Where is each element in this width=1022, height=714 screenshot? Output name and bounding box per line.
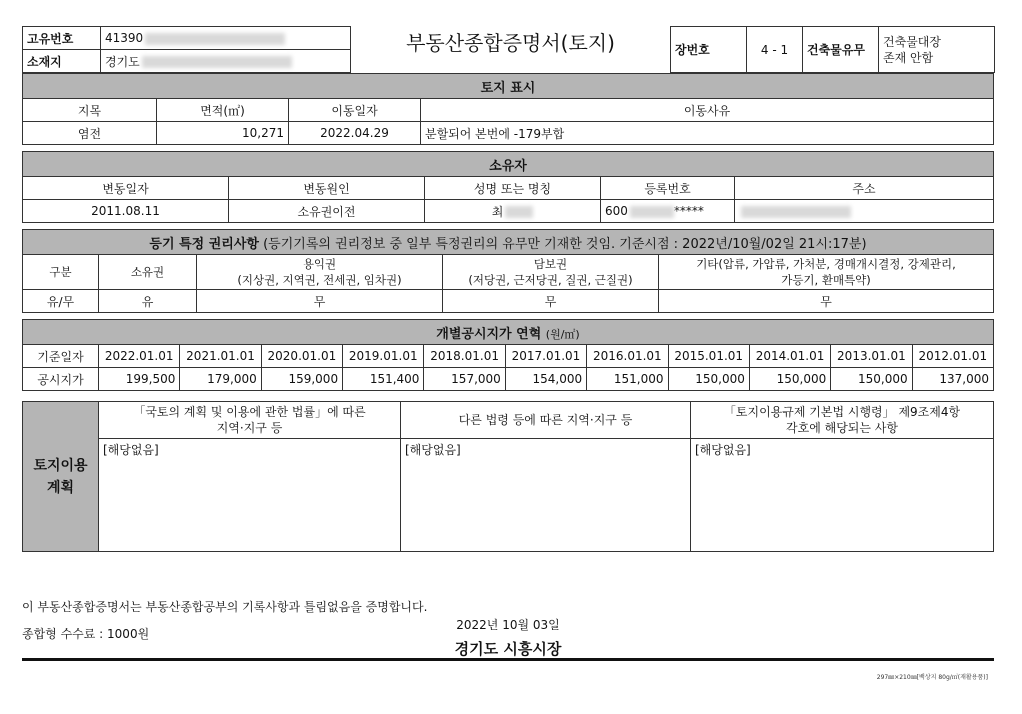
rights-section-note: (등기기록의 권리정보 중 일부 특정권리의 유무만 기재한 것임. 기준시점 : 2022년/10월/02일 21시:17분) xyxy=(258,236,867,252)
price-date: 2017.01.01 xyxy=(505,345,586,368)
land-header-move-date: 이동일자 xyxy=(289,99,421,122)
owner-change-cause: 소유권이전 xyxy=(229,200,425,223)
owner-address xyxy=(735,200,994,223)
id-number: 41390 xyxy=(105,31,144,45)
owner-regno-masked: ***** xyxy=(673,204,704,218)
usufruct-detail: (지상권, 지역권, 전세권, 임차권) xyxy=(237,273,402,287)
plan-value-regulation: [해당없음] xyxy=(691,439,994,552)
land-header-move-reason: 이동사유 xyxy=(421,99,994,122)
certify-statement: 이 부동산종합증명서는 부동산종합공부의 기록사항과 틀림없음을 증명합니다. xyxy=(22,600,428,614)
price-value-label: 공시지가 xyxy=(23,368,99,391)
owner-header-address: 주소 xyxy=(735,177,994,200)
owner-table xyxy=(22,151,994,223)
usufruct-title: 용익권 xyxy=(302,257,337,271)
rights-header-type: 구분 xyxy=(23,255,99,290)
price-value: 199,500 xyxy=(99,368,180,391)
owner-header-cause: 변동원인 xyxy=(229,177,425,200)
rights-header-usufruct xyxy=(197,255,443,290)
rights-header-other xyxy=(659,255,994,290)
owner-section-title: 소유자 xyxy=(23,152,994,177)
plan-value-other-law: [해당없음] xyxy=(401,439,691,552)
issue-date: 2022년 10월 03일 xyxy=(456,618,560,632)
rights-other-value: 무 xyxy=(659,290,994,313)
security-title: 담보권 xyxy=(533,257,568,271)
header-table xyxy=(22,26,995,73)
land-header-area: 면적(㎡) xyxy=(157,99,289,122)
price-date: 2021.01.01 xyxy=(180,345,261,368)
owner-header-regno: 등록번호 xyxy=(601,177,735,200)
rights-header-security xyxy=(443,255,659,290)
price-date: 2018.01.01 xyxy=(424,345,505,368)
building-value-line2: 존재 안함 xyxy=(883,50,934,65)
price-date: 2014.01.01 xyxy=(749,345,830,368)
plan-header-regulation-line1: 「토지이용규제 기본법 시행령」 제9조제4항 xyxy=(723,405,961,419)
price-value: 150,000 xyxy=(668,368,749,391)
plan-header-national-line2: 지역·지구 등 xyxy=(216,421,283,435)
plan-header-national-line1: 「국토의 계획 및 이용에 관한 법률」에 따른 xyxy=(133,405,366,419)
redaction-mark xyxy=(630,206,674,218)
redaction-mark xyxy=(741,206,851,218)
plan-table xyxy=(22,401,994,552)
rights-table xyxy=(22,229,994,313)
rights-header-ownership: 소유권 xyxy=(99,255,197,290)
price-date: 2020.01.01 xyxy=(261,345,342,368)
rights-section-title xyxy=(23,230,994,255)
id-label: 고유번호 xyxy=(23,27,101,50)
price-value: 151,000 xyxy=(587,368,668,391)
plan-label xyxy=(23,402,99,552)
owner-regno xyxy=(601,200,735,223)
price-value: 154,000 xyxy=(505,368,586,391)
rights-section-bold: 등기 특정 권리사항 xyxy=(149,236,259,252)
location-text: 경기도 xyxy=(105,54,140,69)
rights-security-value: 무 xyxy=(443,290,659,313)
price-date: 2015.01.01 xyxy=(668,345,749,368)
price-value: 179,000 xyxy=(180,368,261,391)
plan-header-national xyxy=(99,402,401,439)
redaction-mark xyxy=(145,33,285,45)
price-date: 2016.01.01 xyxy=(587,345,668,368)
redaction-mark xyxy=(142,56,292,68)
price-value: 159,000 xyxy=(261,368,342,391)
other-title: 기타(압류, 가압류, 가처분, 경매개시결정, 강제관리, xyxy=(696,257,956,271)
security-detail: (저당권, 근저당권, 질권, 근질권) xyxy=(468,273,633,287)
location-label: 소재지 xyxy=(23,50,101,73)
footer-rule xyxy=(22,658,994,661)
id-value xyxy=(101,27,351,50)
price-date: 2022.01.01 xyxy=(99,345,180,368)
price-date-label: 기준일자 xyxy=(23,345,99,368)
plan-header-regulation-line2: 각호에 해당되는 사항 xyxy=(786,421,898,435)
land-header-category: 지목 xyxy=(23,99,157,122)
land-table xyxy=(22,73,994,145)
price-date: 2019.01.01 xyxy=(343,345,424,368)
owner-header-date: 변동일자 xyxy=(23,177,229,200)
price-section-title xyxy=(23,320,994,345)
plan-label-line2: 계획 xyxy=(46,479,75,496)
price-unit: (원/㎡) xyxy=(545,327,580,341)
building-value-line1: 건축물대장 xyxy=(883,34,941,49)
price-value: 150,000 xyxy=(831,368,912,391)
redaction-mark xyxy=(505,206,533,218)
document-title: 부동산종합증명서(토지) xyxy=(351,27,671,73)
price-date: 2012.01.01 xyxy=(912,345,993,368)
owner-regno-prefix: 600 xyxy=(605,204,628,218)
fee-text: 종합형 수수료 : 1000원 xyxy=(22,627,150,641)
price-table xyxy=(22,319,994,391)
building-label: 건축물유무 xyxy=(803,27,879,73)
building-value xyxy=(879,27,995,73)
rights-usufruct-value: 무 xyxy=(197,290,443,313)
land-category: 염전 xyxy=(23,122,157,145)
page-label: 장번호 xyxy=(671,27,747,73)
land-section-title: 토지 표시 xyxy=(23,74,994,99)
plan-header-other-law: 다른 법령 등에 따른 지역·지구 등 xyxy=(401,402,691,439)
price-value: 151,400 xyxy=(343,368,424,391)
price-value: 150,000 xyxy=(749,368,830,391)
certificate-document xyxy=(22,26,994,552)
page-value: 4 - 1 xyxy=(747,27,803,73)
price-value: 137,000 xyxy=(912,368,993,391)
plan-header-regulation xyxy=(691,402,994,439)
plan-value-national: [해당없음] xyxy=(99,439,401,552)
price-section-bold: 개별공시지가 연혁 xyxy=(436,326,542,342)
land-area: 10,271 xyxy=(157,122,289,145)
other-detail: 가등기, 환매특약) xyxy=(781,273,871,287)
land-move-date: 2022.04.29 xyxy=(289,122,421,145)
land-move-reason: 분할되어 본번에 -179부합 xyxy=(421,122,994,145)
owner-header-name: 성명 또는 명칭 xyxy=(425,177,601,200)
location-value xyxy=(101,50,351,73)
rights-row-label: 유/무 xyxy=(23,290,99,313)
issuer-name: 경기도 시흥시장 xyxy=(454,640,562,658)
paper-spec: 297㎜×210㎜[백상지 80g/㎡(재활용품)] xyxy=(876,674,988,681)
price-date: 2013.01.01 xyxy=(831,345,912,368)
owner-name-text: 최 xyxy=(491,204,504,219)
owner-change-date: 2011.08.11 xyxy=(23,200,229,223)
price-value: 157,000 xyxy=(424,368,505,391)
rights-ownership-value: 유 xyxy=(99,290,197,313)
owner-name xyxy=(425,200,601,223)
plan-label-line1: 토지이용 xyxy=(33,457,88,474)
